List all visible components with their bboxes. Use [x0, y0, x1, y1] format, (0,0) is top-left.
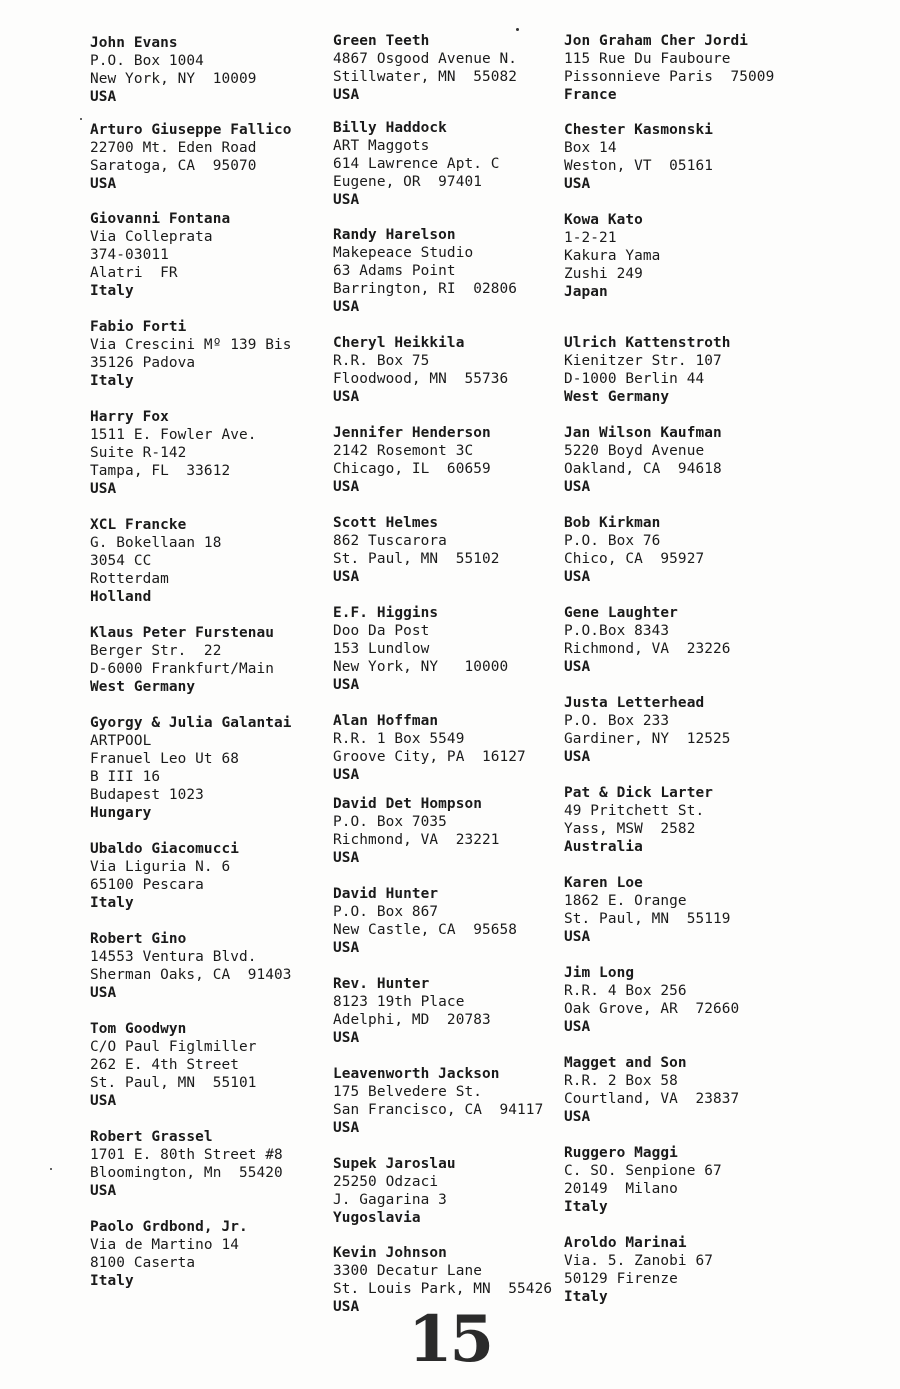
address-entry	[564, 1054, 800, 1126]
country: USA	[90, 176, 117, 192]
contact-name: Billy Haddock	[333, 120, 447, 136]
contact-name: Kowa Kato	[564, 212, 643, 228]
address-entry	[90, 1020, 326, 1110]
address-line: 115 Rue Du Fauboure	[564, 51, 731, 67]
address-line: ARTPOOL	[90, 733, 152, 749]
address-line: 175 Belvedere St.	[333, 1084, 482, 1100]
address-entry	[90, 840, 326, 912]
contact-name: Giovanni Fontana	[90, 211, 231, 227]
contact-name: Magget and Son	[564, 1055, 687, 1071]
address-line: Berger Str. 22	[90, 643, 222, 659]
address-line: R.R. 2 Box 58	[564, 1073, 678, 1089]
address-line: Sherman Oaks, CA 91403	[90, 967, 292, 983]
address-line: 25250 Odzaci	[333, 1174, 439, 1190]
address-line: Barrington, RI 02806	[333, 281, 518, 297]
country: USA	[564, 176, 591, 192]
address-entry	[564, 32, 800, 104]
address-line: 35126 Padova	[90, 355, 196, 371]
country: USA	[333, 87, 360, 103]
address-line: ART Maggots	[333, 138, 430, 154]
address-line: 2142 Rosemont 3C	[333, 443, 474, 459]
country: USA	[333, 767, 360, 783]
contact-name: Kevin Johnson	[333, 1245, 447, 1261]
contact-name: Gene Laughter	[564, 605, 678, 621]
address-line: 153 Lundlow	[333, 641, 430, 657]
address-line: P.O. Box 76	[564, 533, 661, 549]
address-line: Bloomington, Mn 55420	[90, 1165, 283, 1181]
address-entry	[333, 604, 569, 694]
address-line: Oak Grove, AR 72660	[564, 1001, 740, 1017]
country: Italy	[90, 1273, 134, 1289]
country: USA	[90, 1183, 117, 1199]
address-line: New York, NY 10009	[90, 71, 257, 87]
address-line: St. Paul, MN 55119	[564, 911, 731, 927]
address-line: Via Liguria N. 6	[90, 859, 231, 875]
address-line: 50129 Firenze	[564, 1271, 678, 1287]
address-line: Stillwater, MN 55082	[333, 69, 518, 85]
address-line: P.O. Box 233	[564, 713, 670, 729]
country: Italy	[90, 283, 134, 299]
address-line: P.O. Box 7035	[333, 814, 447, 830]
country: Italy	[564, 1199, 608, 1215]
address-line: 614 Lawrence Apt. C	[333, 156, 500, 172]
country: USA	[90, 985, 117, 1001]
address-entry	[564, 964, 800, 1036]
address-line: St. Paul, MN 55102	[333, 551, 500, 567]
country: USA	[564, 569, 591, 585]
address-line: Kienitzer Str. 107	[564, 353, 722, 369]
address-line: Alatri FR	[90, 265, 178, 281]
address-line: 22700 Mt. Eden Road	[90, 140, 257, 156]
country: West Germany	[90, 679, 196, 695]
address-line: B III 16	[90, 769, 161, 785]
country: Australia	[564, 839, 643, 855]
address-line: Richmond, VA 23226	[564, 641, 731, 657]
country: West Germany	[564, 389, 670, 405]
address-line: 5220 Boyd Avenue	[564, 443, 705, 459]
contact-name: Justa Letterhead	[564, 695, 705, 711]
address-entry	[90, 624, 326, 696]
address-entry	[90, 516, 326, 606]
contact-name: Pat & Dick Larter	[564, 785, 713, 801]
address-line: Chico, CA 95927	[564, 551, 705, 567]
address-line: P.O. Box 867	[333, 904, 439, 920]
address-line: C. SO. Senpione 67	[564, 1163, 722, 1179]
address-line: 3054 CC	[90, 553, 152, 569]
address-line: Doo Da Post	[333, 623, 430, 639]
address-entry	[333, 1065, 569, 1137]
address-line: Tampa, FL 33612	[90, 463, 231, 479]
country: Hungary	[90, 805, 152, 821]
address-line: D-1000 Berlin 44	[564, 371, 705, 387]
address-line: P.O.Box 8343	[564, 623, 670, 639]
address-entry	[90, 1128, 326, 1200]
contact-name: Scott Helmes	[333, 515, 439, 531]
address-line: St. Paul, MN 55101	[90, 1075, 257, 1091]
country: USA	[564, 1019, 591, 1035]
contact-name: Jon Graham Cher Jordi	[564, 33, 749, 49]
address-entry	[333, 119, 569, 209]
country: USA	[333, 677, 360, 693]
ink-speck	[80, 118, 82, 120]
address-line: Via de Martino 14	[90, 1237, 239, 1253]
contact-name: Karen Loe	[564, 875, 643, 891]
address-line: C/O Paul Figlmiller	[90, 1039, 257, 1055]
address-line: New Castle, CA 95658	[333, 922, 518, 938]
address-line: 1511 E. Fowler Ave.	[90, 427, 257, 443]
address-line: Via Colleprata	[90, 229, 213, 245]
address-entry	[333, 226, 569, 316]
address-line: P.O. Box 1004	[90, 53, 204, 69]
contact-name: Randy Harelson	[333, 227, 456, 243]
country: USA	[333, 1120, 360, 1136]
address-line: 3300 Decatur Lane	[333, 1263, 482, 1279]
address-entry	[90, 714, 326, 822]
contact-name: Robert Gino	[90, 931, 187, 947]
country: USA	[333, 479, 360, 495]
country: Italy	[564, 1289, 608, 1305]
address-entry	[333, 975, 569, 1047]
country: USA	[333, 192, 360, 208]
contact-name: Green Teeth	[333, 33, 430, 49]
address-line: Box 14	[564, 140, 617, 156]
address-entry	[564, 334, 800, 406]
address-line: Courtland, VA 23837	[564, 1091, 740, 1107]
address-line: 49 Pritchett St.	[564, 803, 705, 819]
address-line: Gardiner, NY 12525	[564, 731, 731, 747]
address-line: Groove City, PA 16127	[333, 749, 526, 765]
address-line: Via. 5. Zanobi 67	[564, 1253, 713, 1269]
address-entry	[90, 930, 326, 1002]
address-entry	[333, 334, 569, 406]
contact-name: Ubaldo Giacomucci	[90, 841, 239, 857]
contact-name: David Det Hompson	[333, 796, 482, 812]
address-line: 65100 Pescara	[90, 877, 204, 893]
contact-name: Harry Fox	[90, 409, 169, 425]
country: USA	[564, 929, 591, 945]
address-entry	[333, 32, 569, 104]
address-entry	[90, 121, 326, 193]
contact-name: Jan Wilson Kaufman	[564, 425, 722, 441]
contact-name: Klaus Peter Furstenau	[90, 625, 275, 641]
country: Japan	[564, 284, 608, 300]
address-line: 262 E. 4th Street	[90, 1057, 239, 1073]
contact-name: Rev. Hunter	[333, 976, 430, 992]
contact-name: Jim Long	[564, 965, 635, 981]
address-line: Via Crescini Mº 139 Bis	[90, 337, 292, 353]
address-entry	[564, 784, 800, 856]
address-line: Rotterdam	[90, 571, 169, 587]
contact-name: Leavenworth Jackson	[333, 1066, 500, 1082]
contact-name: Chester Kasmonski	[564, 122, 713, 138]
address-line: 374-03011	[90, 247, 169, 263]
address-entry	[333, 795, 569, 867]
contact-name: Robert Grassel	[90, 1129, 213, 1145]
country: Italy	[90, 895, 134, 911]
address-entry	[333, 514, 569, 586]
address-entry	[564, 1144, 800, 1216]
address-line: Zushi 249	[564, 266, 643, 282]
address-line: Saratoga, CA 95070	[90, 158, 257, 174]
contact-name: Aroldo Marinai	[564, 1235, 687, 1251]
contact-name: David Hunter	[333, 886, 439, 902]
country: USA	[90, 1093, 117, 1109]
country: France	[564, 87, 617, 103]
address-entry	[564, 604, 800, 676]
contact-name: Jennifer Henderson	[333, 425, 491, 441]
address-line: 20149 Milano	[564, 1181, 678, 1197]
address-line: D-6000 Frankfurt/Main	[90, 661, 275, 677]
address-line: Pissonnieve Paris 75009	[564, 69, 775, 85]
address-entry	[564, 874, 800, 946]
address-line: Weston, VT 05161	[564, 158, 713, 174]
address-line: 63 Adams Point	[333, 263, 456, 279]
address-line: Oakland, CA 94618	[564, 461, 722, 477]
country: USA	[333, 569, 360, 585]
country: USA	[333, 850, 360, 866]
address-line: 1862 E. Orange	[564, 893, 687, 909]
address-line: Budapest 1023	[90, 787, 204, 803]
country: USA	[90, 481, 117, 497]
contact-name: Arturo Giuseppe Fallico	[90, 122, 292, 138]
address-entry	[333, 712, 569, 784]
contact-name: Bob Kirkman	[564, 515, 661, 531]
country: USA	[90, 89, 117, 105]
contact-name: E.F. Higgins	[333, 605, 439, 621]
contact-name: Ulrich Kattenstroth	[564, 335, 731, 351]
contact-name: Supek Jaroslau	[333, 1156, 456, 1172]
address-line: G. Bokellaan 18	[90, 535, 222, 551]
address-line: San Francisco, CA 94117	[333, 1102, 544, 1118]
address-entry	[333, 885, 569, 957]
address-line: 8100 Caserta	[90, 1255, 196, 1271]
address-entry	[564, 514, 800, 586]
address-line: R.R. Box 75	[333, 353, 430, 369]
country: USA	[333, 1030, 360, 1046]
address-line: Makepeace Studio	[333, 245, 474, 261]
contact-name: Ruggero Maggi	[564, 1145, 678, 1161]
address-line: 8123 19th Place	[333, 994, 465, 1010]
address-line: 4867 Osgood Avenue N.	[333, 51, 518, 67]
address-line: St. Louis Park, MN 55426	[333, 1281, 553, 1297]
contact-name: Fabio Forti	[90, 319, 187, 335]
address-line: Kakura Yama	[564, 248, 661, 264]
address-line: Richmond, VA 23221	[333, 832, 500, 848]
country: USA	[333, 1299, 360, 1315]
address-entry	[564, 211, 800, 301]
address-line: New York, NY 10000	[333, 659, 509, 675]
address-entry	[90, 34, 326, 106]
country: Yugoslavia	[333, 1210, 421, 1226]
address-line: 14553 Ventura Blvd.	[90, 949, 257, 965]
address-line: J. Gagarina 3	[333, 1192, 447, 1208]
country: USA	[333, 299, 360, 315]
address-line: R.R. 4 Box 256	[564, 983, 687, 999]
country: USA	[564, 659, 591, 675]
contact-name: Tom Goodwyn	[90, 1021, 187, 1037]
country: Italy	[90, 373, 134, 389]
address-line: Franuel Leo Ut 68	[90, 751, 239, 767]
address-entry	[564, 694, 800, 766]
address-entry	[564, 424, 800, 496]
contact-name: Gyorgy & Julia Galantai	[90, 715, 292, 731]
address-entry	[564, 121, 800, 193]
country: USA	[333, 940, 360, 956]
ink-speck	[516, 28, 519, 31]
address-line: Yass, MSW 2582	[564, 821, 696, 837]
address-entry	[90, 408, 326, 498]
address-entry	[333, 424, 569, 496]
country: USA	[564, 749, 591, 765]
address-line: Suite R-142	[90, 445, 187, 461]
country: USA	[333, 389, 360, 405]
country: USA	[564, 1109, 591, 1125]
country: Holland	[90, 589, 152, 605]
contact-name: XCL Francke	[90, 517, 187, 533]
address-line: Chicago, IL 60659	[333, 461, 491, 477]
address-entry	[90, 1218, 326, 1290]
address-line: 1-2-21	[564, 230, 617, 246]
page-number: 15	[408, 1302, 492, 1377]
contact-name: Alan Hoffman	[333, 713, 439, 729]
country: USA	[564, 479, 591, 495]
contact-name: Paolo Grdbond, Jr.	[90, 1219, 248, 1235]
contact-name: Cheryl Heikkila	[333, 335, 465, 351]
address-line: Eugene, OR 97401	[333, 174, 482, 190]
address-entry	[90, 318, 326, 390]
address-entry	[333, 1155, 569, 1227]
address-entry	[90, 210, 326, 300]
address-line: Adelphi, MD 20783	[333, 1012, 491, 1028]
address-line: 1701 E. 80th Street #8	[90, 1147, 283, 1163]
address-line: 862 Tuscarora	[333, 533, 447, 549]
contact-name: John Evans	[90, 35, 178, 51]
address-entry	[564, 1234, 800, 1306]
address-line: Floodwood, MN 55736	[333, 371, 509, 387]
ink-speck	[50, 1168, 52, 1170]
address-line: R.R. 1 Box 5549	[333, 731, 465, 747]
